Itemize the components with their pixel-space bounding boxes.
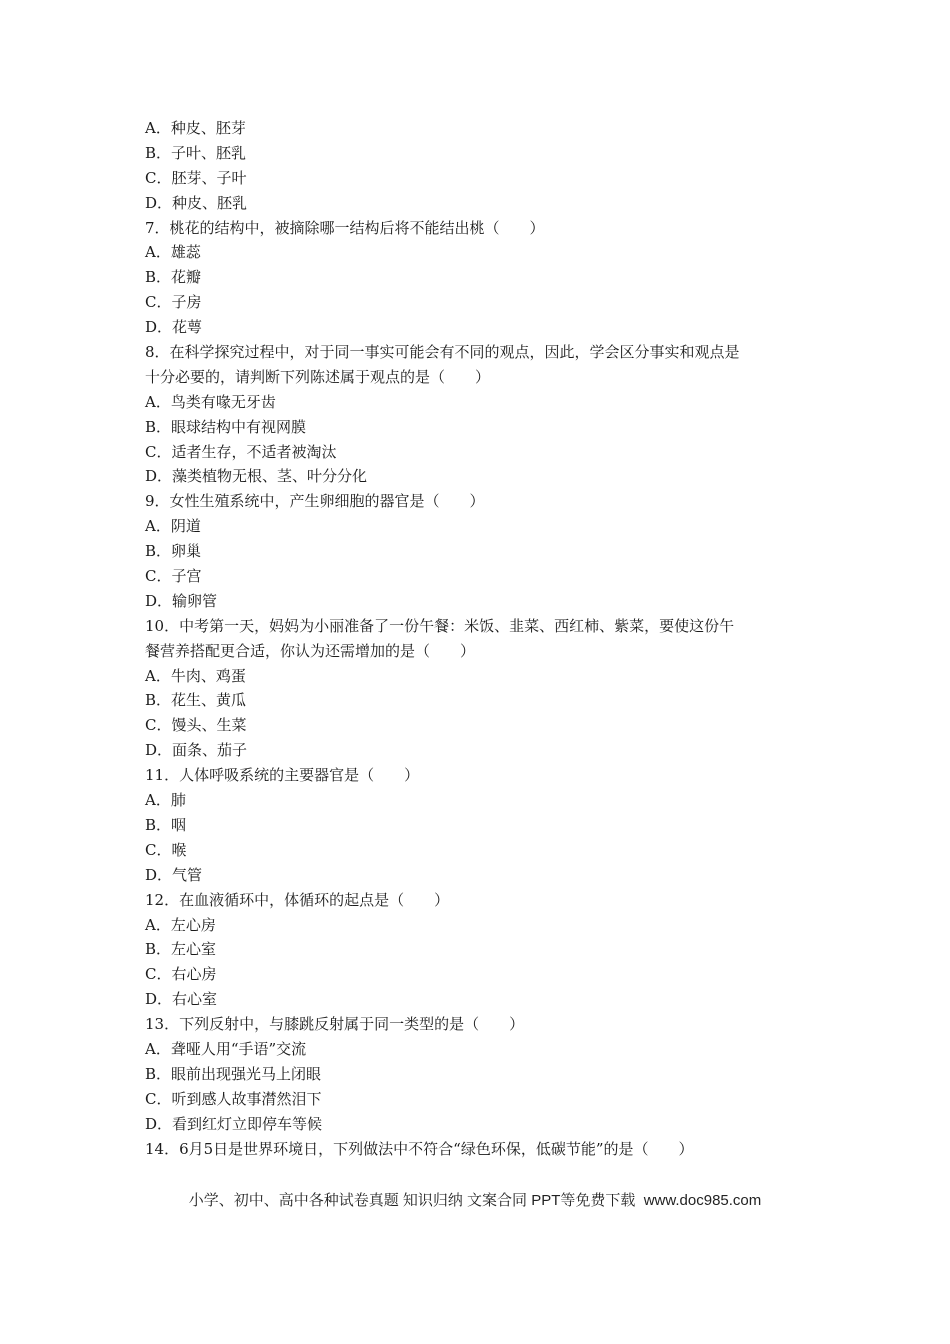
exam-questions [145,116,815,1161]
option-line: A．鸟类有喙无牙齿 [145,392,276,411]
page-footer: 小学、初中、高中各种试卷真题 知识归纳 文案合同 PPT等免费下载 www.doc985.com [188,1192,762,1209]
question-12: 12．在血液循环中，体循环的起点是（ ） [145,890,450,909]
option-line: C．子宫 [145,567,202,586]
option-line: C．听到感人故事潸然泪下 [145,1089,322,1108]
option-line: A．雄蕊 [145,243,201,262]
option-line: D．花萼 [145,318,203,337]
option-line: D．右心室 [145,990,218,1009]
option-line: C．馒头、生菜 [145,716,247,735]
option-line: A．种皮、胚芽 [145,119,246,137]
option-line: D．看到红灯立即停车等候 [145,1114,323,1133]
option-line: B．左心室 [145,940,217,959]
option-line: D．种皮、胚乳 [145,193,248,212]
option-line: A．肺 [145,791,186,810]
question-8-continued: 十分必要的，请判断下列陈述属于观点的是（ ） [145,367,491,386]
option-line: C．适者生存，不适者被淘汰 [145,442,337,461]
question-10-continued: 餐营养搭配更合适，你认为还需增加的是（ ） [145,641,476,660]
question-10: 10．中考第一天，妈妈为小丽准备了一份午餐：米饭、韭菜、西红柿、紫菜，要使这份午 [145,616,735,635]
option-line: B．眼前出现强光马上闭眼 [145,1064,322,1083]
question-13: 13．下列反射中，与膝跳反射属于同一类型的是（ ） [145,1015,525,1034]
option-line: A．阴道 [145,517,201,536]
option-line: A．聋哑人用“手语”交流 [145,1039,307,1058]
question-9: 9．女性生殖系统中，产生卵细胞的器官是（ ） [145,492,485,511]
option-line: D．藻类植物无根、茎、叶分分化 [145,467,368,486]
option-line: C．子房 [145,293,202,312]
option-line: D．气管 [145,865,203,884]
option-line: C．胚芽、子叶 [145,168,247,187]
option-line: A．左心房 [145,915,216,934]
option-line: B．眼球结构中有视网膜 [145,417,307,436]
option-line: C．喉 [145,840,187,859]
option-line: B．子叶、胚乳 [145,143,247,162]
option-line: B．花瓣 [145,268,202,287]
option-line: C．右心房 [145,965,217,984]
question-14: 14．6月5日是世界环境日，下列做法中不符合“绿色环保，低碳节能”的是（ ） [145,1139,694,1158]
option-line: D．面条、茄子 [145,741,248,760]
option-line: D．输卵管 [145,591,218,610]
option-line: A．牛肉、鸡蛋 [145,666,246,685]
option-line: B．花生、黄瓜 [145,691,247,710]
option-line: B．卵巢 [145,542,202,561]
option-line: B．咽 [145,815,187,834]
question-7: 7．桃花的结构中，被摘除哪一结构后将不能结出桃（ ） [145,218,545,237]
question-11: 11．人体呼吸系统的主要器官是（ ） [145,766,420,785]
question-8: 8．在科学探究过程中，对于同一事实可能会有不同的观点，因此，学会区分事实和观点是 [145,343,740,362]
